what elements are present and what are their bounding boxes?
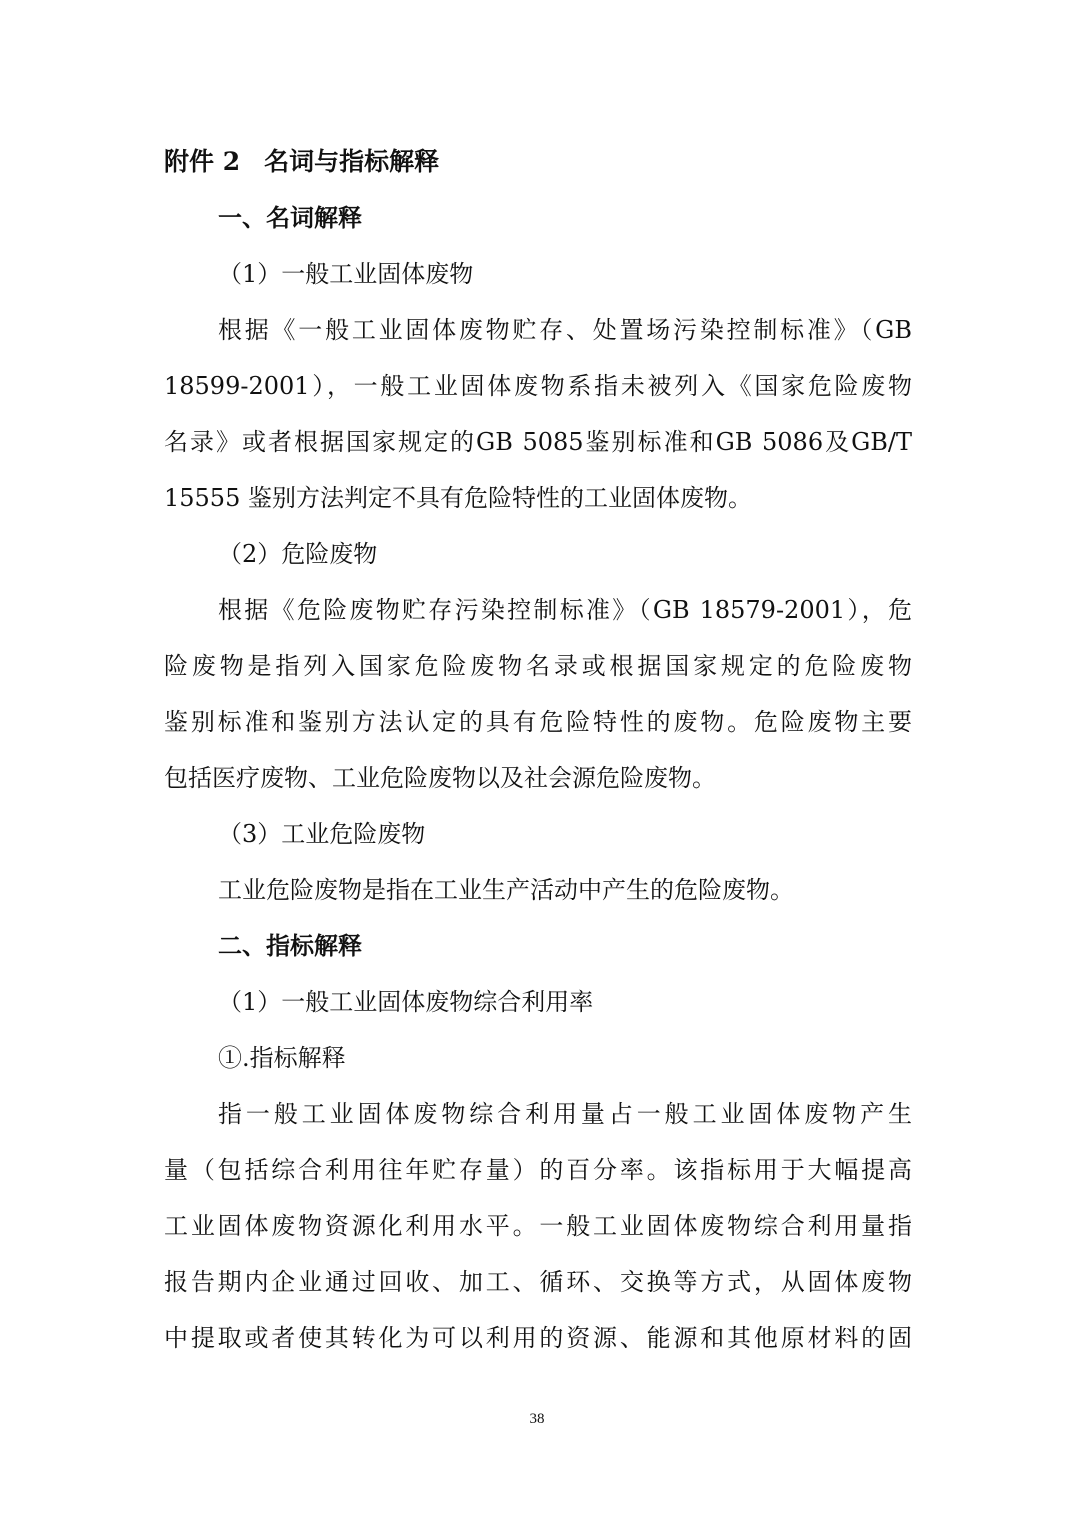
title-text: 名词与指标解释 xyxy=(264,147,440,176)
paragraph-line: 名录》或者根据国家规定的GB 5085鉴别标准和GB 5086及GB/T xyxy=(164,428,912,456)
paragraph-line: 险废物是指列入国家危险废物名录或根据国家规定的危险废物 xyxy=(164,652,912,680)
paragraph-line: 指一般工业固体废物综合利用量占一般工业固体废物产生 xyxy=(218,1100,912,1128)
section-heading-indicators: 二、指标解释 xyxy=(218,931,362,960)
paragraph-line: 中提取或者使其转化为可以利用的资源、能源和其他原材料的固 xyxy=(164,1324,912,1352)
page-content xyxy=(164,134,912,1366)
item-heading-industrial-hazardous-waste: （3）工业危险废物 xyxy=(218,820,426,848)
paragraph-line: 根据《一般工业固体废物贮存、处置场污染控制标准》（GB xyxy=(218,316,912,344)
paragraph-line: 15555 鉴别方法判定不具有危险特性的工业固体废物。 xyxy=(164,484,752,512)
paragraph-line: 报告期内企业通过回收、加工、循环、交换等方式，从固体废物 xyxy=(164,1268,912,1296)
page-number: 38 xyxy=(529,1411,545,1427)
item-subheading-indicator-explanation: ①.指标解释 xyxy=(218,1044,346,1072)
item-heading-hazardous-waste: （2）危险废物 xyxy=(218,540,378,568)
section-heading-terms: 一、名词解释 xyxy=(218,203,362,232)
paragraph-line: 量（包括综合利用往年贮存量）的百分率。该指标用于大幅提高 xyxy=(164,1156,912,1184)
paragraph-line: 包括医疗废物、工业危险废物以及社会源危险废物。 xyxy=(164,764,716,792)
page-title xyxy=(164,134,912,190)
item-heading-general-solid-waste: （1）一般工业固体废物 xyxy=(218,260,474,288)
item-heading-utilization-rate: （1）一般工业固体废物综合利用率 xyxy=(218,988,594,1016)
paragraph-line: 工业危险废物是指在工业生产活动中产生的危险废物。 xyxy=(218,876,794,904)
paragraph-line: 工业固体废物资源化利用水平。一般工业固体废物综合利用量指 xyxy=(164,1212,912,1240)
paragraph-line: 鉴别标准和鉴别方法认定的具有危险特性的废物。危险废物主要 xyxy=(164,708,912,736)
paragraph-line: 18599-2001），一般工业固体废物系指未被列入《国家危险废物 xyxy=(164,372,912,400)
title-prefix: 附件 2 xyxy=(164,147,241,176)
paragraph-line: 根据《危险废物贮存污染控制标准》（GB 18579-2001），危 xyxy=(218,596,912,624)
